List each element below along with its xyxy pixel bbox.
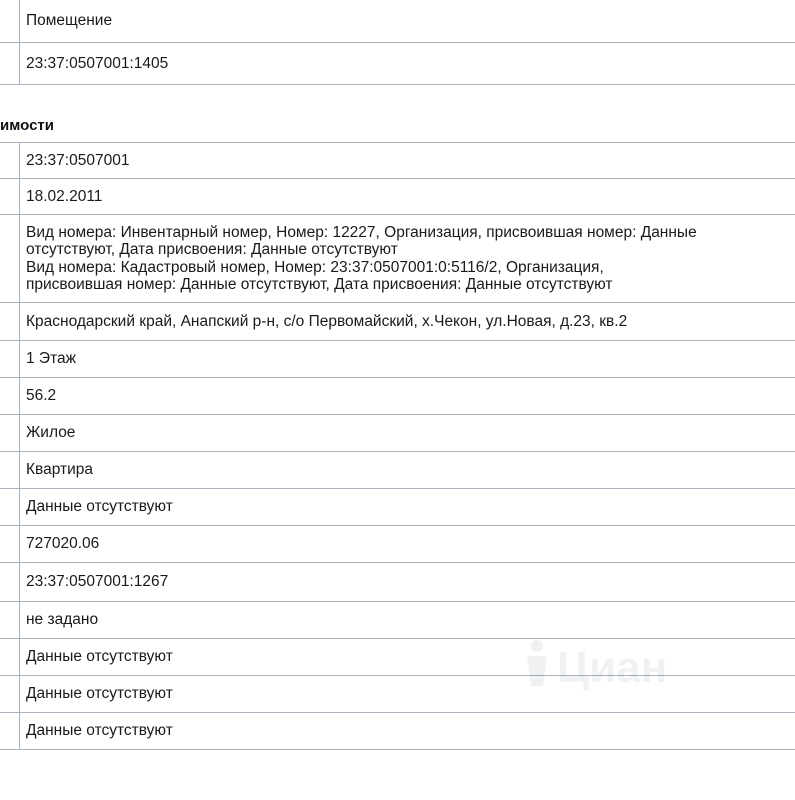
label-cell: [0, 415, 20, 452]
value-cell: 727020.06: [20, 526, 795, 563]
value-cell: 23:37:0507001:1267: [20, 563, 795, 602]
value-cell: 56.2: [20, 378, 795, 415]
table-row: [0, 713, 795, 750]
value-line: присвоившая номер: Данные отсутствуют, Дата присвоения: Данные отсутствуют: [26, 276, 613, 293]
value-line: отсутствуют, Дата присвоения: Данные отсутствуют: [26, 241, 398, 258]
label-cell: [0, 341, 20, 378]
table-row: [0, 415, 795, 452]
value-cell: Помещение: [20, 0, 795, 43]
label-cell: [0, 303, 20, 341]
value-cell: Данные отсутствуют: [20, 639, 795, 676]
label-cell: [0, 676, 20, 713]
table-row: [0, 215, 795, 303]
table-row: [0, 563, 795, 602]
label-cell: [0, 526, 20, 563]
table-row: [0, 43, 795, 85]
table-row: [0, 639, 795, 676]
top-table: [0, 0, 795, 85]
value-cell: Данные отсутствуют: [20, 489, 795, 526]
label-cell: [0, 452, 20, 489]
value-cell: 18.02.2011: [20, 179, 795, 215]
label-cell: [0, 215, 20, 303]
table-row: [0, 0, 795, 43]
watermark-text: Циан: [557, 643, 668, 692]
property-table: [0, 142, 795, 750]
value-cell: 1 Этаж: [20, 341, 795, 378]
value-cell: Квартира: [20, 452, 795, 489]
table-row: [0, 602, 795, 639]
label-cell: [0, 378, 20, 415]
value-line: Вид номера: Кадастровый номер, Номер: 23:37:0507001:0:5116/2, Организация,: [26, 258, 604, 276]
table-row: [0, 303, 795, 341]
table-row: [0, 489, 795, 526]
label-cell: [0, 713, 20, 750]
label-cell: [0, 179, 20, 215]
value-cell: Данные отсутствуют: [20, 713, 795, 750]
table-row: [0, 452, 795, 489]
label-cell: [0, 602, 20, 639]
label-cell: [0, 43, 20, 85]
value-cell: не задано: [20, 602, 795, 639]
table-row: [0, 676, 795, 713]
table-row: [0, 526, 795, 563]
label-cell: [0, 0, 20, 43]
table-row: [0, 341, 795, 378]
value-cell: 23:37:0507001: [20, 143, 795, 179]
table-row: [0, 179, 795, 215]
section-title: имости: [0, 117, 54, 134]
value-cell: Краснодарский край, Анапский р-н, с/о Первомайский, х.Чекон, ул.Новая, д.23, кв.2: [20, 303, 795, 341]
table-row: [0, 143, 795, 179]
label-cell: [0, 639, 20, 676]
value-cell: [20, 215, 795, 303]
value-cell: 23:37:0507001:1405: [20, 43, 795, 85]
value-cell: Данные отсутствуют: [20, 676, 795, 713]
label-cell: [0, 489, 20, 526]
label-cell: [0, 563, 20, 602]
value-cell: Жилое: [20, 415, 795, 452]
value-line: Вид номера: Инвентарный номер, Номер: 12227, Организация, присвоившая номер: Данные: [26, 223, 697, 241]
table-row: [0, 378, 795, 415]
label-cell: [0, 143, 20, 179]
